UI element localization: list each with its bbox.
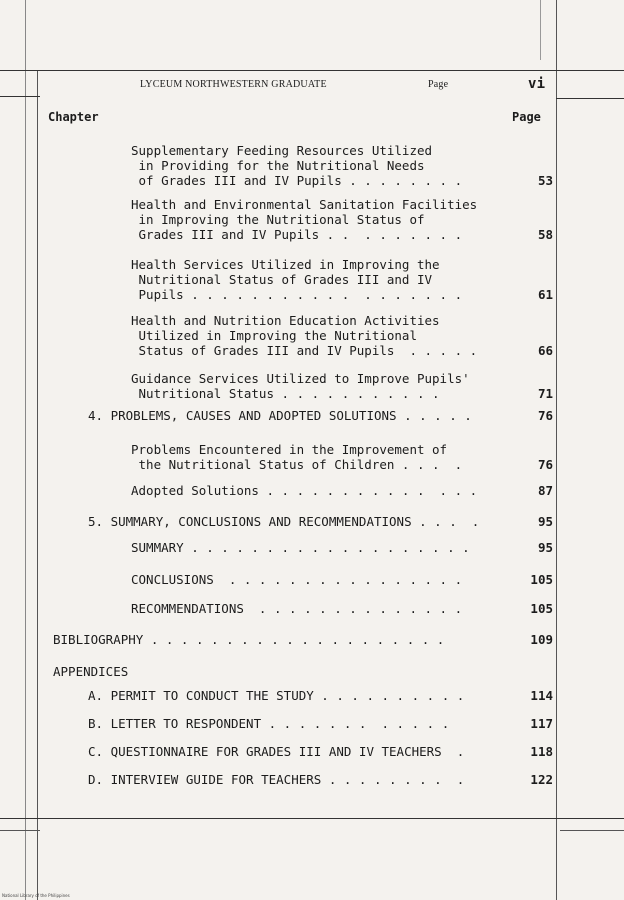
toc-entry-line: RECOMMENDATIONS . . . . . . . . . . . . . .	[131, 601, 463, 616]
toc-entry-line: BIBLIOGRAPHY . . . . . . . . . . . . . . . . . . . .	[53, 632, 445, 647]
toc-entry	[88, 744, 464, 759]
toc-entry-line: Utilized in Improving the Nutritional	[131, 328, 417, 343]
toc-entry	[53, 632, 444, 647]
toc-entry-line: CONCLUSIONS . . . . . . . . . . . . . . . .	[131, 572, 463, 587]
toc-entry-line: Problems Encountered in the Improvement of	[131, 442, 448, 457]
toc-entry-line: C. QUESTIONNAIRE FOR GRADES III AND IV TEACHERS .	[88, 744, 465, 759]
toc-entry	[88, 688, 464, 703]
toc-page-number: 66	[537, 343, 553, 358]
footer-note: National Library of the Philippines	[2, 893, 70, 898]
toc-entry	[131, 483, 477, 498]
toc-entry-line: D. INTERVIEW GUIDE FOR TEACHERS . . . . . . . . .	[88, 772, 465, 787]
toc-entry-line: in Providing for the Nutritional Needs	[131, 158, 425, 173]
toc-entry-line: Adopted Solutions . . . . . . . . . . . . . .	[131, 483, 478, 498]
toc-page-number: 61	[537, 287, 553, 302]
toc-entry-line: in Improving the Nutritional Status of	[131, 212, 425, 227]
chapter-column-heading: Chapter	[48, 110, 99, 124]
toc-page-number: 122	[530, 772, 553, 787]
toc-entry	[131, 601, 462, 616]
toc-entry	[88, 772, 464, 787]
header-page-number: vi	[528, 76, 546, 92]
toc-entry-line: Status of Grades III and IV Pupils . . . . .	[131, 343, 478, 358]
toc-entry	[131, 257, 462, 302]
toc-entry-line: APPENDICES	[53, 664, 129, 679]
toc-entry-line: Health and Nutrition Education Activities	[131, 313, 440, 328]
toc-page-number: 114	[530, 688, 553, 703]
toc-page-number: 109	[530, 632, 553, 647]
toc-entry-line: 5. SUMMARY, CONCLUSIONS AND RECOMMENDATIONS . . . .	[88, 514, 480, 529]
toc-entry-line: Grades III and IV Pupils . . . . . . . . .	[131, 227, 463, 242]
toc-page-number: 71	[537, 386, 553, 401]
toc-page-number: 105	[530, 601, 553, 616]
toc-entry-line: Guidance Services Utilized to Improve Pupils'	[131, 371, 470, 386]
toc-entry	[131, 572, 462, 587]
toc-page-number: 95	[537, 514, 553, 529]
page-column-heading: Page	[512, 110, 541, 124]
toc-page-number: 53	[537, 173, 553, 188]
toc-entry-line: 4. PROBLEMS, CAUSES AND ADOPTED SOLUTIONS . . . . .	[88, 408, 472, 423]
toc-entry	[53, 664, 128, 679]
toc-entry	[131, 442, 462, 472]
toc-entry	[88, 408, 472, 423]
toc-entry-line: of Grades III and IV Pupils . . . . . . . .	[131, 173, 463, 188]
toc-entry-line: Supplementary Feeding Resources Utilized	[131, 143, 433, 158]
toc-entry	[131, 313, 477, 358]
toc-page-number: 87	[537, 483, 553, 498]
toc-entry-line: the Nutritional Status of Children . . . .	[131, 457, 463, 472]
toc-entry	[131, 540, 470, 555]
toc-page-number: 76	[537, 457, 553, 472]
toc-entry-line: Health Services Utilized in Improving the	[131, 257, 440, 272]
toc-page-number: 95	[537, 540, 553, 555]
toc-page-number: 105	[530, 572, 553, 587]
toc-entry-line: A. PERMIT TO CONDUCT THE STUDY . . . . . . . . . .	[88, 688, 465, 703]
toc-entry-line: Pupils . . . . . . . . . . . . . . . . . .	[131, 287, 463, 302]
header-title: LYCEUM NORTHWESTERN GRADUATE	[140, 79, 327, 90]
toc-entry-line: B. LETTER TO RESPONDENT . . . . . . . . . . . .	[88, 716, 450, 731]
toc-entry	[88, 716, 449, 731]
toc-page-number: 117	[530, 716, 553, 731]
toc-entry	[131, 143, 462, 188]
toc-entry-line: Nutritional Status . . . . . . . . . . .	[131, 386, 440, 401]
header-page-label: Page	[428, 79, 449, 90]
toc-page-number: 58	[537, 227, 553, 242]
toc-page-number: 76	[537, 408, 553, 423]
toc-entry-line: Health and Environmental Sanitation Facilities	[131, 197, 478, 212]
toc-entry	[88, 514, 479, 529]
toc-entry-line: SUMMARY . . . . . . . . . . . . . . . . . . .	[131, 540, 470, 555]
toc-entry-line: Nutritional Status of Grades III and IV	[131, 272, 433, 287]
toc-entry	[131, 371, 470, 401]
toc-page-number: 118	[530, 744, 553, 759]
toc-entry	[131, 197, 477, 242]
